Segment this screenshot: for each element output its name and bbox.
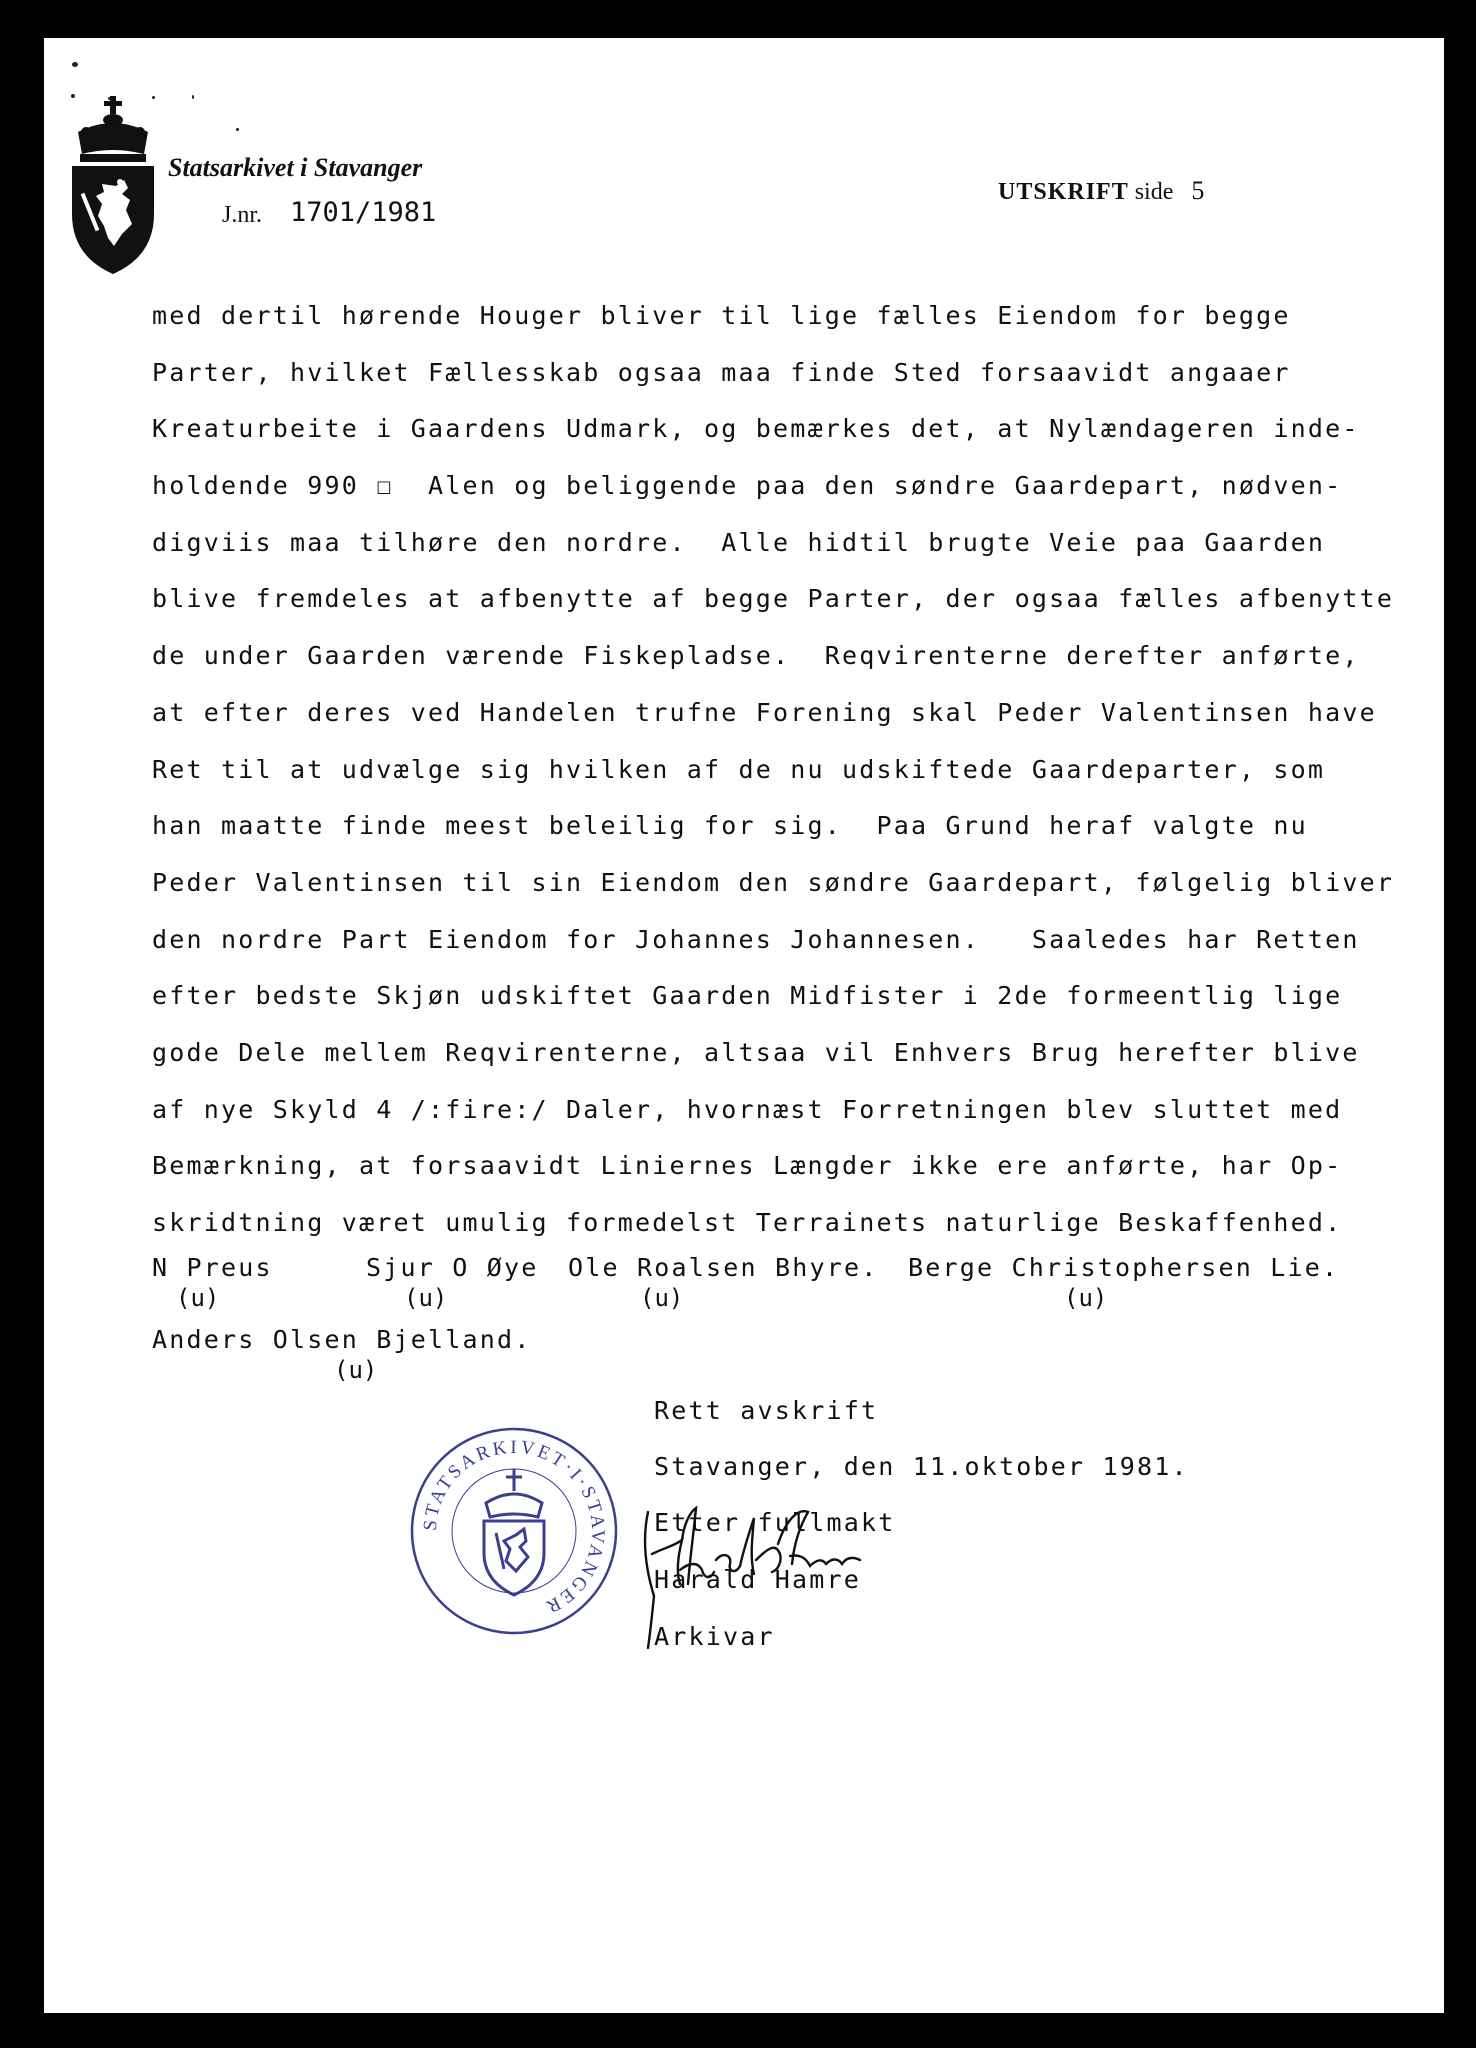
utskrift-label: UTSKRIFT (998, 179, 1129, 205)
signatory-name: Berge Christophersen Lie. (908, 1253, 1340, 1282)
archive-name: Statsarkivet i Stavanger (168, 153, 423, 182)
body-line: efter bedste Skjøn udskiftet Gaarden Midfister i 2de formeentlig lige (152, 981, 1343, 1011)
body-line: at efter deres ved Handelen trufne Forening skal Peder Valentinsen have (152, 697, 1377, 727)
stamp-text: STATSARKIVET·I·STAVANGER (419, 1436, 609, 1619)
signatory-name: Sjur O Øye (366, 1253, 539, 1282)
signatory-name: N Preus (152, 1253, 273, 1282)
scan-speck (236, 128, 239, 131)
signatory-mark: (u) (1064, 1284, 1108, 1312)
certification-text: Rett avskrift (654, 1396, 879, 1425)
body-line: Peder Valentinsen til sin Eiendom den søndre Gaardepart, følgelig bliver (152, 867, 1395, 897)
archive-stamp (408, 1425, 620, 1637)
svg-text:STATSARKIVET·I·STAVANGER (420, 1437, 609, 1618)
signatory-mark: (u) (640, 1284, 684, 1312)
signatory-name: Anders Olsen Bjelland. (152, 1325, 532, 1354)
signatory-mark: (u) (334, 1356, 378, 1384)
journal-number-label: J.nr. (222, 202, 263, 228)
scan-speck (192, 95, 194, 99)
body-line: blive fremdeles at afbenytte af begge Parter, der ogsaa fælles afbenytte (152, 584, 1395, 614)
body-line: Kreaturbeite i Gaardens Udmark, og bemærkes det, at Nylændageren inde- (152, 414, 1360, 444)
body-line: skridtning været umulig formedelst Terrainets naturlige Beskaffenhed. (152, 1208, 1343, 1237)
side-label: side (1134, 179, 1174, 205)
page-number: 5 (1191, 176, 1205, 205)
body-line: gode Dele mellem Reqvirenterne, altsaa vil Enhvers Brug herefter blive (152, 1037, 1360, 1067)
body-line: Parter, hvilket Fællesskab ogsaa maa finde Sted forsaavidt angaaer (152, 357, 1291, 387)
body-line: Bemærkning, at forsaavidt Liniernes Længder ikke ere anførte, har Op- (152, 1151, 1343, 1181)
body-line: de under Gaarden værende Fiskepladse. Reqvirenterne derefter anførte, (152, 641, 1360, 671)
signatory-mark: (u) (404, 1284, 448, 1312)
body-line: den nordre Part Eiendom for Johannes Johannesen. Saaledes har Retten (152, 924, 1360, 954)
journal-number-value: 1701/1981 (290, 197, 437, 228)
coat-of-arms-icon (58, 96, 170, 276)
handwritten-signature (640, 1500, 870, 1650)
body-line: af nye Skyld 4 /:fire:/ Daler, hvornæst Forretningen blev sluttet med (152, 1094, 1343, 1124)
place-date: Stavanger, den 11.oktober 1981. (654, 1452, 1189, 1481)
body-line: med dertil hørende Houger bliver til lige fælles Eiendom for begge (152, 301, 1291, 330)
authority-text: Etter fullmakt (654, 1508, 896, 1537)
signatory-mark: (u) (176, 1284, 220, 1312)
scan-speck (72, 62, 78, 67)
signer-title: Arkivar (654, 1622, 775, 1651)
page-header-right (998, 176, 1204, 206)
signer-name: Harald Hamre (654, 1565, 862, 1594)
body-line: digviis maa tilhøre den nordre. Alle hidtil brugte Veie paa Gaarden (152, 527, 1326, 557)
body-line: Ret til at udvælge sig hvilken af de nu udskiftede Gaardeparter, som (152, 754, 1326, 784)
body-line: holdende 990 ☐ Alen og beliggende paa den søndre Gaardepart, nødven- (152, 471, 1343, 501)
body-line: han maatte finde meest beleilig for sig. Paa Grund heraf valgte nu (152, 811, 1308, 841)
body-text (152, 288, 1394, 1252)
signatory-name: Ole Roalsen Bhyre. (568, 1253, 879, 1282)
